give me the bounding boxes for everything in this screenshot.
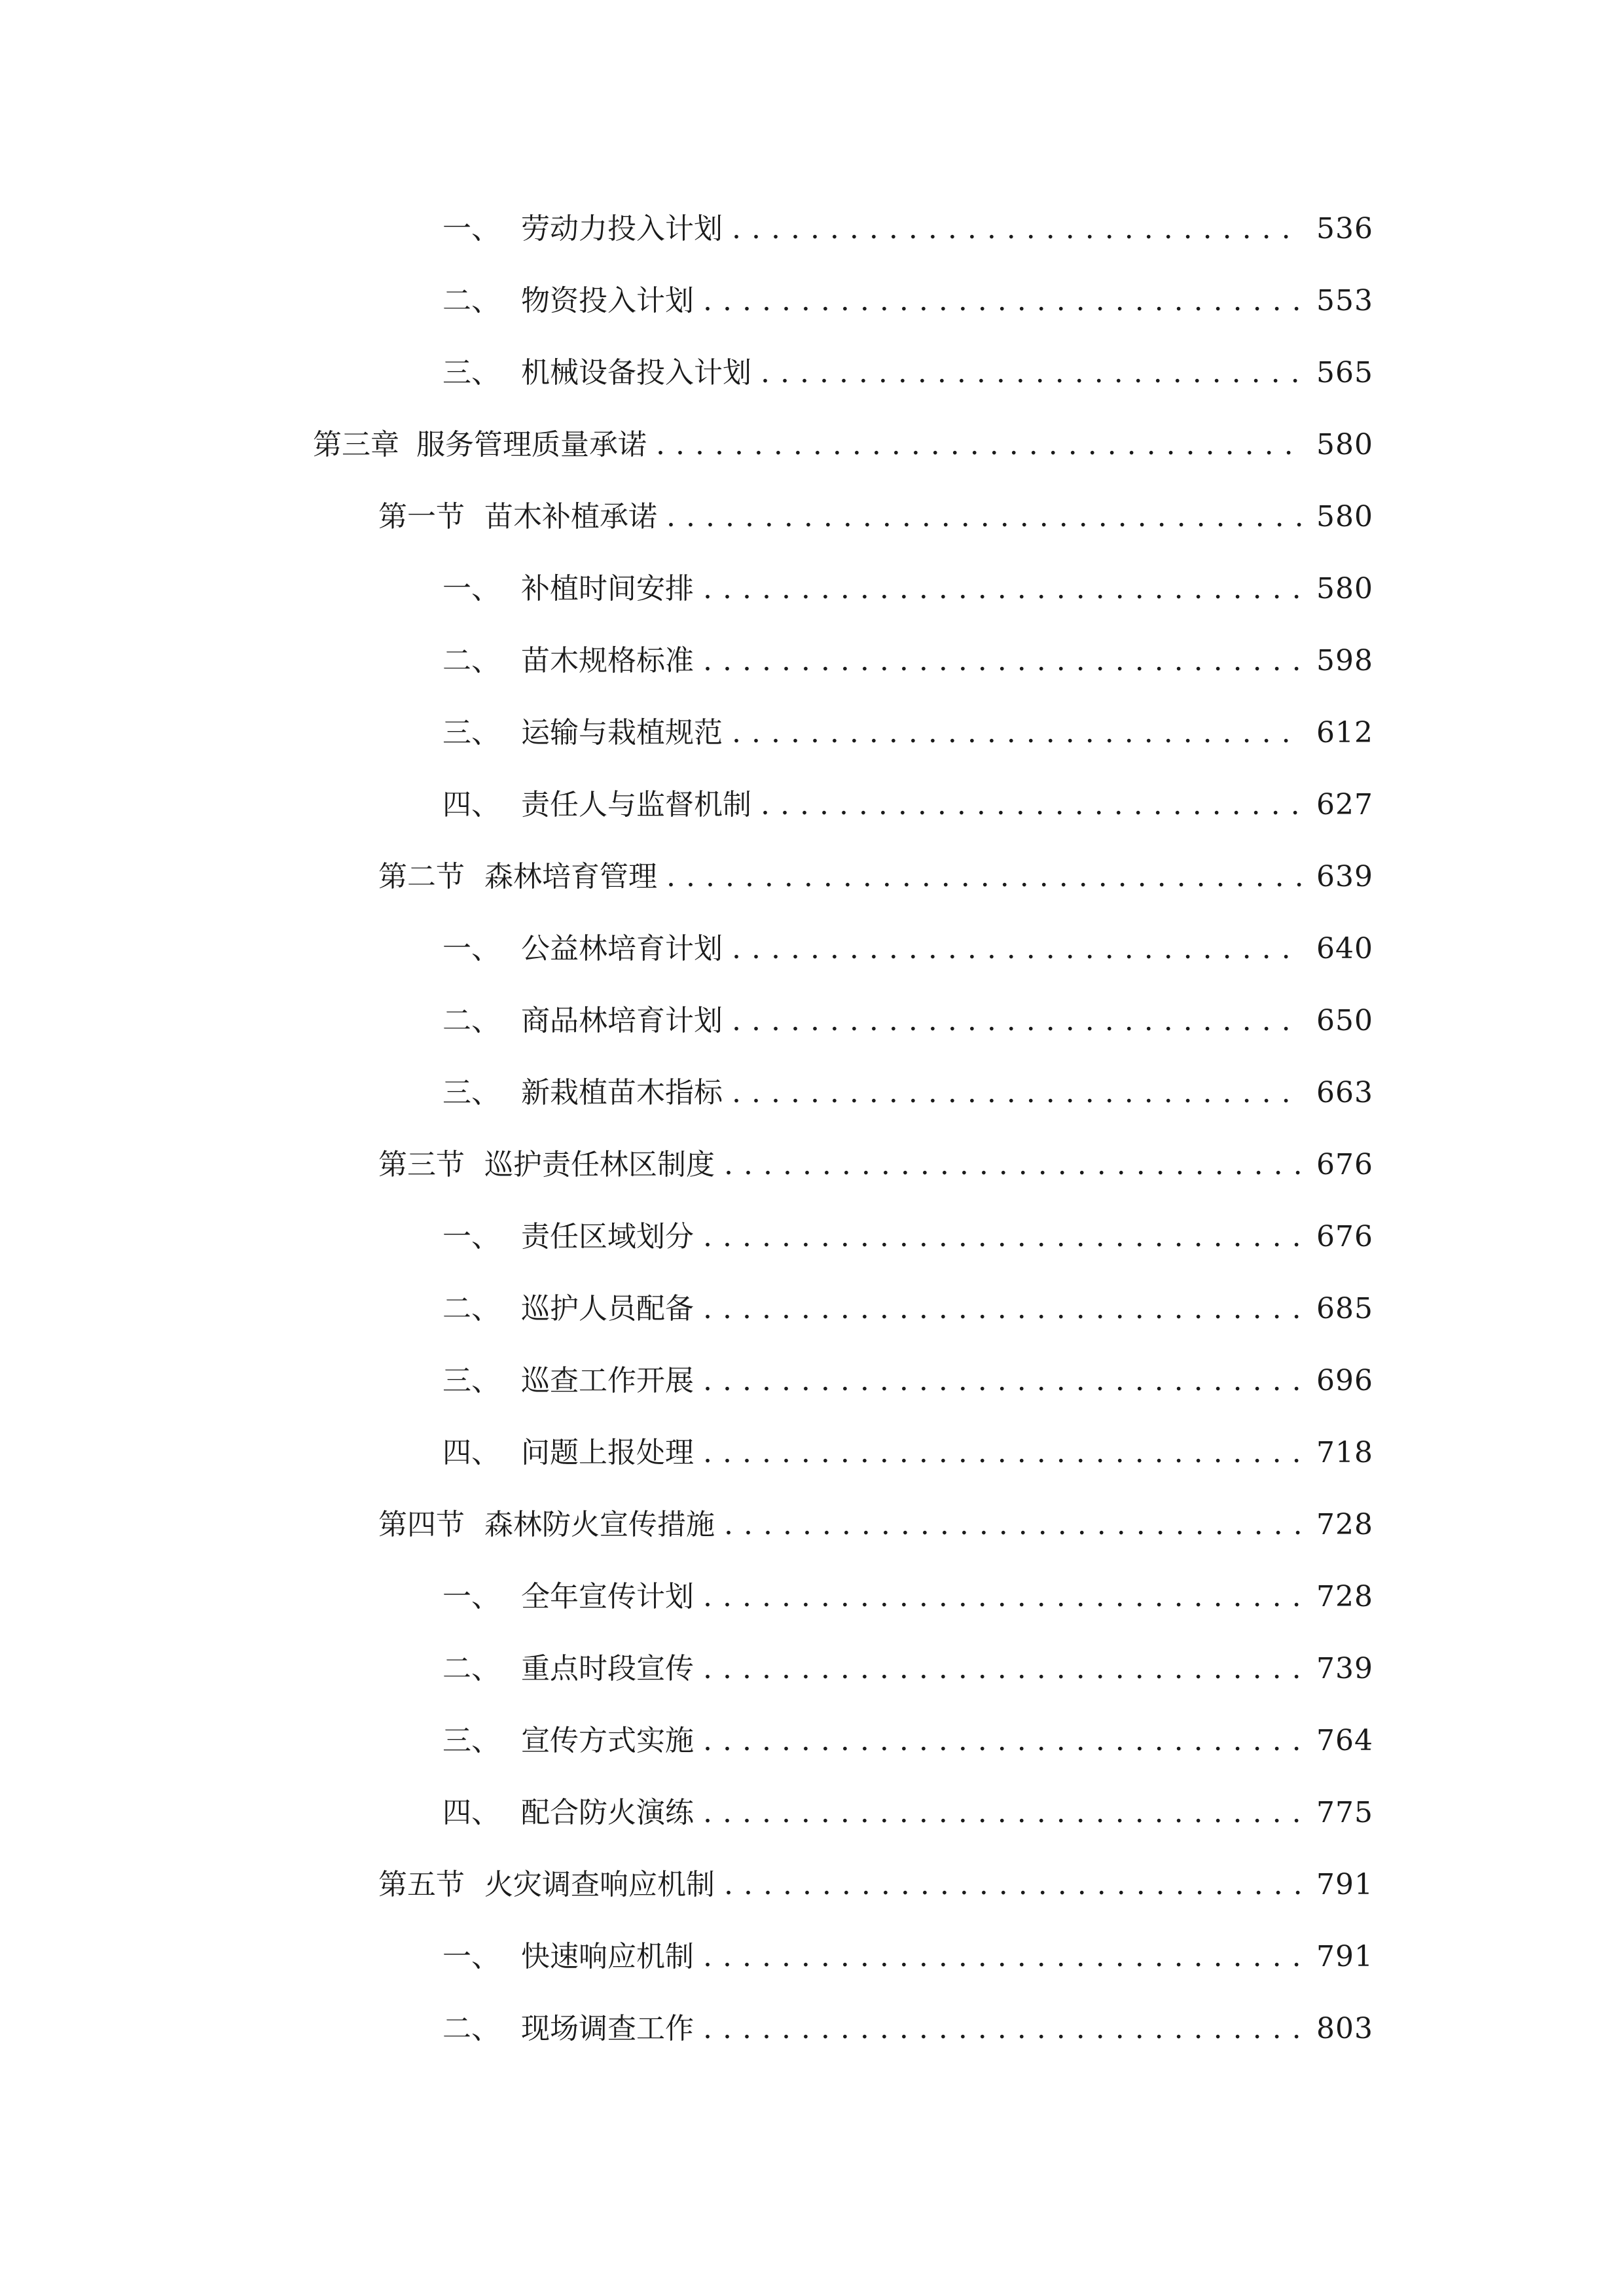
toc-entry-page: 676	[1316, 1220, 1373, 1253]
toc-entry-page: 696	[1316, 1364, 1373, 1397]
dot-leader	[703, 1427, 1302, 1479]
toc-entry-page: 791	[1316, 1940, 1373, 1973]
toc-entry[interactable]	[442, 995, 1373, 1047]
toc-entry-title: 全年宣传计划	[521, 1580, 694, 1613]
toc-entry-title: 苗木规格标准	[521, 644, 694, 677]
dot-leader	[703, 1715, 1302, 1767]
toc-entry[interactable]	[442, 1643, 1373, 1695]
toc-entry-marker: 三、	[442, 1076, 500, 1109]
toc-entry-title: 配合防火演练	[521, 1796, 694, 1829]
toc-entry-page: 580	[1316, 428, 1373, 461]
toc-entry[interactable]	[442, 1211, 1373, 1263]
toc-entry-title: 火灾调查响应机制	[484, 1868, 715, 1901]
toc-entry-title: 服务管理质量承诺	[416, 428, 647, 461]
toc-entry-section[interactable]	[378, 1859, 1373, 1911]
toc-entry[interactable]	[442, 707, 1373, 759]
toc-entry[interactable]	[442, 203, 1373, 255]
toc-entry-page: 791	[1316, 1868, 1373, 1901]
dot-leader	[732, 923, 1302, 975]
toc-entry-marker: 一、	[442, 1220, 500, 1253]
toc-entry-page: 803	[1316, 2012, 1373, 2045]
toc-entry-page: 728	[1316, 1508, 1373, 1541]
dot-leader	[703, 275, 1302, 327]
toc-entry-page: 598	[1316, 644, 1373, 677]
toc-entry[interactable]	[442, 275, 1373, 327]
toc-entry[interactable]	[442, 635, 1373, 687]
toc-entry-chapter[interactable]	[313, 419, 1373, 471]
toc-entry-marker: 三、	[442, 1724, 500, 1757]
toc-entry-marker: 一、	[442, 932, 500, 965]
toc-entry-marker: 第一节	[378, 500, 465, 533]
dot-leader	[703, 1643, 1302, 1695]
toc-entry-marker: 第四节	[378, 1508, 465, 1541]
toc-entry-page: 580	[1316, 500, 1373, 533]
dot-leader	[703, 1571, 1302, 1623]
toc-entry-title: 巡查工作开展	[521, 1364, 694, 1397]
toc-entry-marker: 一、	[442, 1580, 500, 1613]
toc-entry-page: 676	[1316, 1148, 1373, 1181]
toc-entry-title: 森林防火宣传措施	[484, 1508, 715, 1541]
dot-leader	[656, 419, 1302, 471]
toc-entry[interactable]	[442, 1067, 1373, 1119]
dot-leader	[703, 1211, 1302, 1263]
toc-entry-title: 快速响应机制	[521, 1940, 694, 1973]
toc-entry[interactable]	[442, 1355, 1373, 1407]
toc-entry[interactable]	[442, 1571, 1373, 1623]
toc-entry-page: 639	[1316, 860, 1373, 893]
toc-entry[interactable]	[442, 1931, 1373, 1983]
toc-entry-title: 巡护人员配备	[521, 1292, 694, 1325]
toc-entry-page: 739	[1316, 1652, 1373, 1685]
toc-entry-marker: 二、	[442, 644, 500, 677]
dot-leader	[703, 1931, 1302, 1983]
toc-entry-marker: 第五节	[378, 1868, 465, 1901]
toc-entry-title: 重点时段宣传	[521, 1652, 694, 1685]
toc-entry[interactable]	[442, 347, 1373, 399]
toc-entry-page: 612	[1316, 716, 1373, 749]
toc-entry-section[interactable]	[378, 1499, 1373, 1551]
toc-entry-marker: 二、	[442, 1004, 500, 1037]
toc-entry-marker: 二、	[442, 284, 500, 317]
toc-entry-title: 公益林培育计划	[521, 932, 723, 965]
toc-entry-title: 责任区域划分	[521, 1220, 694, 1253]
dot-leader	[761, 779, 1302, 831]
toc-entry-section[interactable]	[378, 491, 1373, 543]
toc-entry-title: 巡护责任林区制度	[484, 1148, 715, 1181]
toc-entry-marker: 一、	[442, 212, 500, 245]
toc-entry-marker: 二、	[442, 2012, 500, 2045]
toc-entry-page: 764	[1316, 1724, 1373, 1757]
toc-entry[interactable]	[442, 1283, 1373, 1335]
toc-entry-title: 现场调查工作	[521, 2012, 694, 2045]
toc-entry-title: 苗木补植承诺	[484, 500, 657, 533]
toc-entry-page: 728	[1316, 1580, 1373, 1613]
toc-entry-marker: 第二节	[378, 860, 465, 893]
toc-entry-title: 新栽植苗木指标	[521, 1076, 723, 1109]
dot-leader	[666, 491, 1302, 543]
dot-leader	[703, 1355, 1302, 1407]
toc-entry-page: 685	[1316, 1292, 1373, 1325]
dot-leader	[703, 563, 1302, 615]
dot-leader	[666, 851, 1302, 903]
toc-entry-marker: 第三章	[313, 428, 399, 461]
dot-leader	[732, 707, 1302, 759]
toc-entry-page: 775	[1316, 1796, 1373, 1829]
toc-entry-marker: 一、	[442, 1940, 500, 1973]
toc-entry-section[interactable]	[378, 1139, 1373, 1191]
dot-leader	[732, 1067, 1302, 1119]
toc-entry-title: 补植时间安排	[521, 572, 694, 605]
toc-entry-page: 718	[1316, 1436, 1373, 1469]
toc-entry-title: 问题上报处理	[521, 1436, 694, 1469]
dot-leader	[732, 203, 1302, 255]
toc-entry-title: 劳动力投入计划	[521, 212, 723, 245]
toc-entry-marker: 四、	[442, 1436, 500, 1469]
toc-entry-title: 商品林培育计划	[521, 1004, 723, 1037]
dot-leader	[703, 1283, 1302, 1335]
toc-entry-marker: 三、	[442, 356, 500, 389]
toc-entry-title: 责任人与监督机制	[521, 788, 751, 821]
toc-entry-marker: 一、	[442, 572, 500, 605]
toc-entry[interactable]	[442, 779, 1373, 831]
toc-entry[interactable]	[442, 2003, 1373, 2055]
dot-leader	[724, 1139, 1302, 1191]
toc-entry[interactable]	[442, 1427, 1373, 1479]
dot-leader	[732, 995, 1302, 1047]
toc-entry[interactable]	[442, 923, 1373, 975]
toc-entry-marker: 三、	[442, 716, 500, 749]
toc-entry-marker: 第三节	[378, 1148, 465, 1181]
dot-leader	[761, 347, 1302, 399]
toc-entry-section[interactable]	[378, 851, 1373, 903]
toc-entry-marker: 四、	[442, 1796, 500, 1829]
toc-entry-title: 宣传方式实施	[521, 1724, 694, 1757]
toc-entry-marker: 二、	[442, 1652, 500, 1685]
toc-entry-page: 627	[1316, 788, 1373, 821]
toc-entry-title: 运输与栽植规范	[521, 716, 723, 749]
toc-entry-marker: 三、	[442, 1364, 500, 1397]
dot-leader	[724, 1499, 1302, 1551]
toc-entry-marker: 四、	[442, 788, 500, 821]
toc-entry-page: 580	[1316, 572, 1373, 605]
toc-entry-title: 物资投入计划	[521, 284, 694, 317]
toc-entry[interactable]	[442, 1715, 1373, 1767]
toc-entry-marker: 二、	[442, 1292, 500, 1325]
toc-entry-page: 536	[1316, 212, 1373, 245]
dot-leader	[703, 2003, 1302, 2055]
toc-entry[interactable]	[442, 563, 1373, 615]
toc-entry-page: 663	[1316, 1076, 1373, 1109]
toc-entry[interactable]	[442, 1787, 1373, 1839]
dot-leader	[724, 1859, 1302, 1911]
toc-entry-title: 机械设备投入计划	[521, 356, 751, 389]
toc-entry-page: 553	[1316, 284, 1373, 317]
toc-entry-page: 565	[1316, 356, 1373, 389]
toc-entry-page: 640	[1316, 932, 1373, 965]
toc-entry-page: 650	[1316, 1004, 1373, 1037]
dot-leader	[703, 1787, 1302, 1839]
dot-leader	[703, 635, 1302, 687]
toc-entry-title: 森林培育管理	[484, 860, 657, 893]
